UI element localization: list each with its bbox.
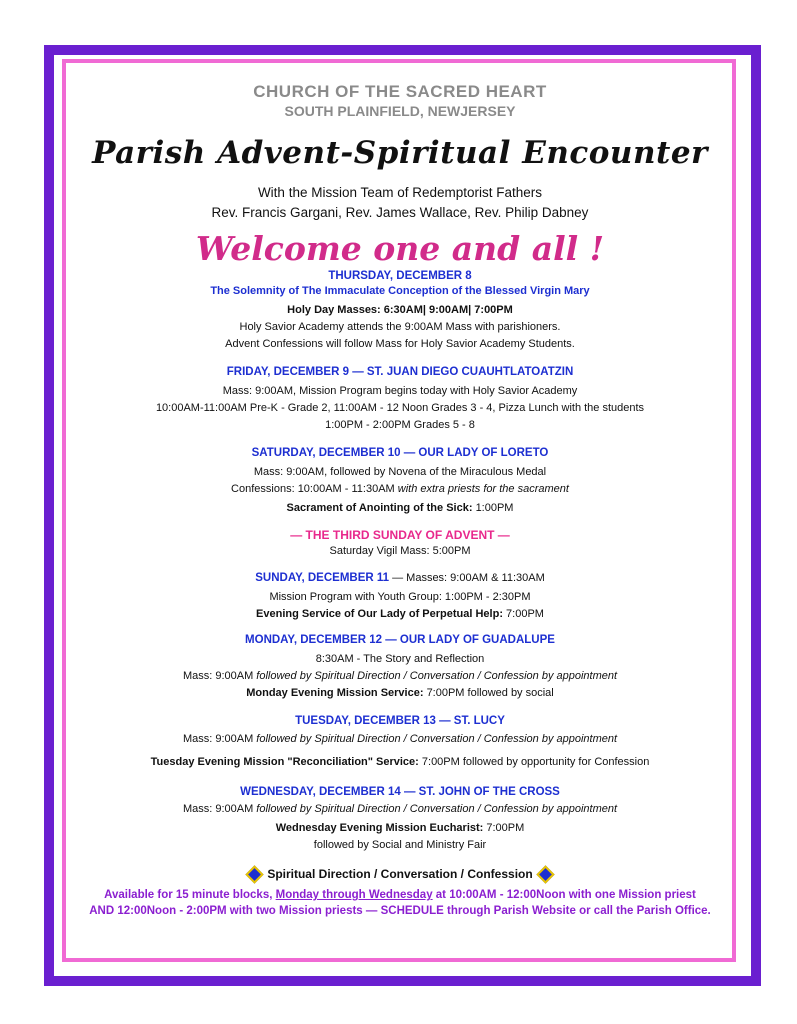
saturday-line-3 [70, 501, 730, 516]
diamond-icon [536, 865, 554, 883]
sunday-heading: SUNDAY, DECEMBER 11 [255, 572, 390, 584]
availability-morning: at 10:00AM - 12:00Noon with one Mission priest [432, 889, 696, 901]
subtitle [70, 183, 730, 223]
monday-heading: MONDAY, DECEMBER 12 — OUR LADY OF GUADALUPE [245, 634, 555, 646]
saturday-heading: SATURDAY, DECEMBER 10 — OUR LADY OF LORETO [251, 447, 549, 459]
flyer-content [70, 76, 730, 919]
saturday-confessions-note: with extra priests for the sacrament [397, 483, 569, 495]
friday-line-2: 10:00AM-11:00AM Pre-K - Grade 2, 11:00AM - 12 Noon Grades 3 - 4, Pizza Lunch with the students [155, 402, 645, 414]
anointing-time: 1:00PM [475, 502, 514, 514]
tuesday-heading: TUESDAY, DECEMBER 13 — ST. LUCY [295, 715, 505, 727]
saturday-line-2 [70, 482, 730, 497]
monday-mass-note: followed by Spiritual Direction / Conversation / Confession by appointment [256, 670, 618, 682]
sunday-heading-line [70, 571, 730, 586]
thursday-masses: Holy Day Masses: 6:30AM| 9:00AM| 7:00PM [287, 304, 513, 316]
perpetual-help-label: Evening Service of Our Lady of Perpetual Help: [256, 608, 507, 620]
friday-line-1: Mass: 9:00AM, Mission Program begins today with Holy Savior Academy [222, 385, 578, 397]
monday-mass: Mass: 9:00AM [182, 670, 257, 682]
third-sunday-heading: — THE THIRD SUNDAY OF ADVENT — [290, 528, 510, 542]
tuesday-evening-time: 7:00PM followed by opportunity for Confession [421, 756, 650, 768]
thursday-line-1: Holy Savior Academy attends the 9:00AM Mass with parishioners. [239, 321, 561, 333]
perpetual-help-time: 7:00PM [506, 608, 544, 620]
tuesday-mass: Mass: 9:00AM [182, 733, 257, 745]
thursday-line-2: Advent Confessions will follow Mass for Holy Savior Academy Students. [225, 338, 575, 350]
welcome-banner: Welcome one and all ! [195, 229, 605, 268]
church-name: CHURCH OF THE SACRED HEART [253, 82, 547, 101]
thursday-heading: THURSDAY, DECEMBER 8 [328, 270, 472, 282]
wednesday-evening-time: 7:00PM [486, 822, 525, 834]
tuesday-mass-note: followed by Spiritual Direction / Conversation / Confession by appointment [256, 733, 618, 745]
monday-line-1: 8:30AM - The Story and Reflection [315, 653, 485, 665]
priests-line: Rev. Francis Gargani, Rev. James Wallace, Rev. Philip Dabney [211, 205, 589, 220]
wednesday-line-1 [70, 802, 730, 817]
church-location: SOUTH PLAINFIELD, NEWJERSEY [284, 103, 516, 119]
availability-days: Monday through Wednesday [275, 889, 433, 901]
saturday-line-1: Mass: 9:00AM, followed by Novena of the Miraculous Medal [253, 466, 547, 478]
wednesday-line-3: followed by Social and Ministry Fair [313, 839, 487, 851]
wednesday-mass: Mass: 9:00AM [182, 803, 257, 815]
tuesday-line-2 [70, 755, 730, 770]
wednesday-evening-label: Wednesday Evening Mission Eucharist: [275, 822, 487, 834]
spiritual-direction-label: Spiritual Direction / Conversation / Confession [267, 867, 533, 881]
sunday-line-1: Mission Program with Youth Group: 1:00PM - 2:30PM [269, 591, 531, 603]
wednesday-line-2 [70, 821, 730, 836]
friday-heading: FRIDAY, DECEMBER 9 — ST. JUAN DIEGO CUAUHTLATOATZIN [226, 366, 574, 378]
anointing-label: Sacrament of Anointing of the Sick: [286, 502, 476, 514]
availability-line-2: AND 12:00Noon - 2:00PM with two Mission priests — SCHEDULE through Parish Website or call the Parish Office. [89, 905, 711, 917]
monday-evening-label: Monday Evening Mission Service: [246, 687, 427, 699]
wednesday-mass-note: followed by Spiritual Direction / Conversation / Confession by appointment [256, 803, 618, 815]
sunday-masses: — Masses: 9:00AM & 11:30AM [389, 572, 545, 584]
availability-line-1 [70, 887, 730, 903]
mission-team-line: With the Mission Team of Redemptorist Fathers [257, 185, 543, 200]
friday-line-3: 1:00PM - 2:00PM Grades 5 - 8 [325, 419, 475, 431]
monday-evening-time: 7:00PM followed by social [426, 687, 554, 699]
vigil-mass: Saturday Vigil Mass: 5:00PM [329, 545, 471, 557]
page-title: Parish Advent-Spiritual Encounter [92, 135, 708, 171]
diamond-icon [246, 865, 264, 883]
tuesday-line-1 [70, 732, 730, 747]
sunday-line-2 [70, 607, 730, 622]
thursday-solemnity: The Solemnity of The Immaculate Conception of the Blessed Virgin Mary [210, 285, 590, 297]
availability-text [70, 887, 730, 919]
tuesday-evening-label: Tuesday Evening Mission "Reconciliation" Service: [150, 756, 422, 768]
spiritual-direction-heading [70, 867, 730, 881]
saturday-confessions: Confessions: 10:00AM - 11:30AM [231, 483, 398, 495]
wednesday-heading: WEDNESDAY, DECEMBER 14 — ST. JOHN OF THE CROSS [240, 786, 560, 798]
monday-line-3 [70, 686, 730, 701]
availability-intro: Available for 15 minute blocks, [104, 889, 276, 901]
monday-line-2 [70, 669, 730, 684]
